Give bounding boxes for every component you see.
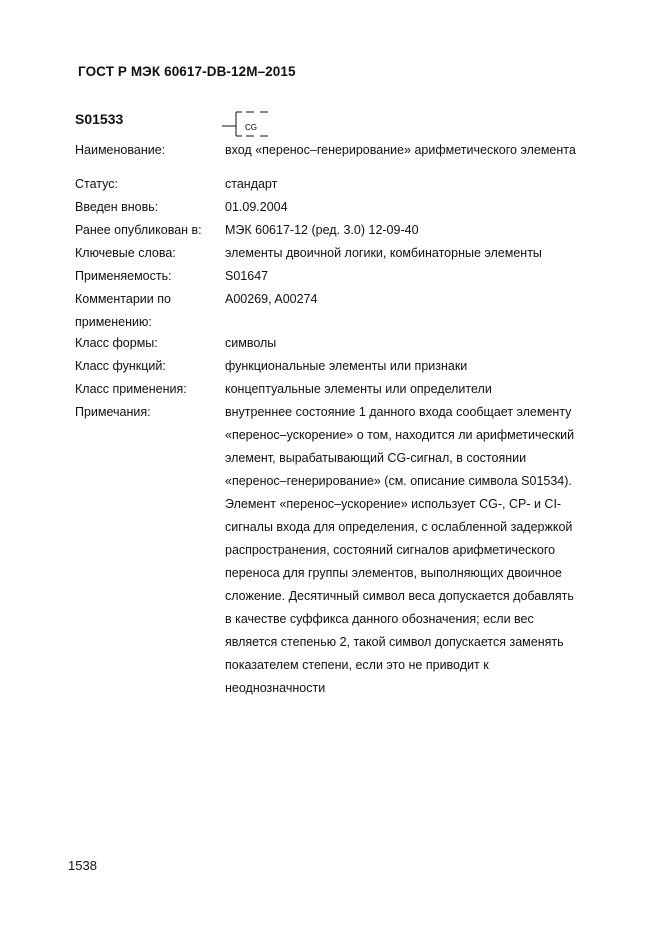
page-number: 1538 [68, 858, 97, 873]
page-header-title: ГОСТ Р МЭК 60617-DB-12M–2015 [78, 64, 296, 79]
notes-line: элемент, вырабатывающий CG-сигнал, в состоянии [225, 451, 527, 465]
notes-line: «перенос–ускорение» о том, находится ли арифметический [225, 428, 575, 442]
field-published-value: МЭК 60617-12 (ред. 3.0) 12-09-40 [225, 223, 419, 237]
notes-line: переноса для группы элементов, выполняющих двоичное [225, 566, 562, 580]
field-status-value: стандарт [225, 177, 278, 191]
field-comments-label [75, 288, 223, 334]
field-form-class-label: Класс формы: [75, 336, 158, 350]
field-comments-value: A00269, A00274 [225, 292, 318, 306]
notes-line: в качестве суффикса данного обозначения; если вес [225, 612, 534, 626]
field-function-class-value: функциональные элементы или признаки [225, 359, 468, 373]
notes-line: внутреннее состояние 1 данного входа сообщает элементу [225, 405, 572, 419]
field-keywords-label: Ключевые слова: [75, 246, 176, 260]
notes-line: является степенью 2, такой символ допускается заменять [225, 635, 564, 649]
notes-line: показателем степени, если это не приводит к [225, 658, 489, 672]
field-introduced-value: 01.09.2004 [225, 200, 288, 214]
field-name-label: Наименование: [75, 143, 166, 157]
field-application-class-label: Класс применения: [75, 382, 187, 396]
field-comments-value-row [225, 288, 317, 311]
field-comments-label-line1: Комментарии по [75, 292, 171, 306]
field-name-value: вход «перенос–генерирование» арифметического элемента [225, 143, 576, 157]
notes-line: сложение. Десятичный символ веса допускается добавлять [225, 589, 574, 603]
field-comments-label-line2: применению: [75, 315, 152, 329]
notes-line: неоднозначности [225, 681, 326, 695]
symbol-code: S01533 [75, 111, 124, 127]
field-applicability-label: Применяемость: [75, 269, 172, 283]
field-notes-value [225, 401, 615, 700]
notes-line: Элемент «перенос–ускорение» использует CG-, CP- и CI- [225, 497, 562, 511]
field-form-class-value: символы [225, 336, 277, 350]
field-function-class-label: Класс функций: [75, 359, 166, 373]
field-application-class-value: концептуальные элементы или определители [225, 382, 492, 396]
field-applicability-value: S01647 [225, 269, 269, 283]
cg-input-symbol-graphic [222, 106, 278, 140]
notes-line: сигналы входа для определения, с ослабленной задержкой [225, 520, 573, 534]
field-keywords-value: элементы двоичной логики, комбинаторные элементы [225, 246, 542, 260]
field-published-label: Ранее опубликован в: [75, 223, 202, 237]
symbol-graphic-label: CG [245, 123, 257, 132]
notes-line: распространения, состояний сигналов арифметического [225, 543, 556, 557]
field-introduced-label: Введен вновь: [75, 200, 159, 214]
notes-line: «перенос–генерирование» (см. описание символа S01534). [225, 474, 572, 488]
field-notes-label: Примечания: [75, 405, 151, 419]
field-status-label: Статус: [75, 177, 118, 191]
